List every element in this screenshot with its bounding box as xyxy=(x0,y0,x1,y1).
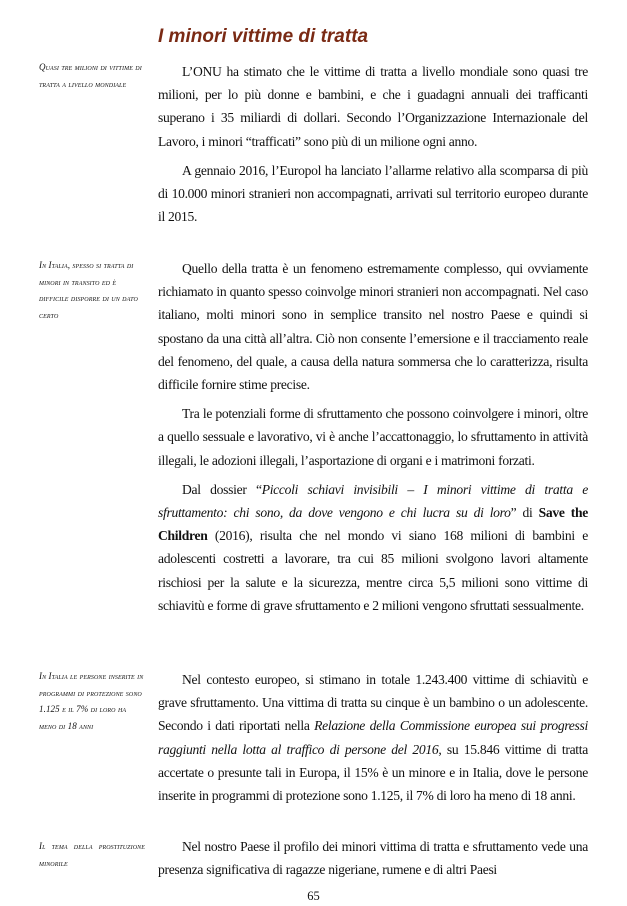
paragraph-3: Quello della tratta è un fenomeno estremamente complesso, qui ovviamente richiamato in quanto spesso coinvolge minori stranieri non accompagnati. Nel caso italiano, molti minori sono in semplice transito nel nostro Paese e quindi si spostano da una città all’altra. Ciò non consente l’emersione e il tracciamento reale del fenomeno, del quale, a causa della natura sommersa che lo caratterizza, risulta difficile fornire stime precise. xyxy=(158,261,588,393)
p5-text-before: Dal dossier “ xyxy=(182,481,262,497)
page-title: I minori vittime di tratta xyxy=(158,26,369,47)
paragraph-block-1 xyxy=(158,60,588,228)
p5-text-middle: ” di xyxy=(510,505,539,521)
paragraph-2: A gennaio 2016, l’Europol ha lanciato l’allarme relativo alla scomparsa di più di 10.000 minori stranieri non accompagnati, arrivati sul territorio europeo durante il 2015. xyxy=(158,162,588,225)
p6-text-after: , su 15.846 vittime di tratta accertate o presunte tali in Europa, il 15% è un minore e in Italia, dove le persone inserite in programmi di protezione sono 1.125, il 7% di loro ha meno di 18 anni. xyxy=(158,741,588,804)
paragraph-block-2 xyxy=(158,257,588,617)
sidenote-2: In Italia, spesso si tratta di minori in transito ed è difficile disporre di un dato certo xyxy=(39,260,138,320)
sidenote-3: In Italia le persone inserite in programmi di protezione sono 1.125 e il 7% di loro ha meno di 18 anni xyxy=(39,671,144,731)
paragraph-4: Tra le potenziali forme di sfruttamento che possono coinvolgere i minori, oltre a quello sessuale e lavorativo, vi è anche l’accattonaggio, lo sfruttamento in attività illegali, le adozioni illegali, l’asportazione di organi e i matrimoni forzati. xyxy=(158,406,588,468)
paragraph-block-4 xyxy=(158,835,588,881)
report-title: Relazione della Commissione europea sui progressi raggiunti nella lotta al traffico di persone del 2016 xyxy=(158,718,588,757)
paragraph-7: Nel nostro Paese il profilo dei minori vittima di tratta e sfruttamento vede una presenza significativa di ragazze nigeriane, rumene e di altri Paesi xyxy=(158,839,588,878)
p6-text-before: Nel contesto europeo, si stimano in totale 1.243.400 vittime di schiavitù e grave sfruttamento. Una vittima di tratta su cinque è un bambino o un adolescente. Secondo i dati riportati nella xyxy=(158,672,588,734)
paragraph-block-3 xyxy=(158,668,588,807)
p5-text-after: (2016), risulta che nel mondo vi siano 168 milioni di bambini e adolescenti costretti a lavorare, tra cui 85 milioni svolgono lavori altamente rischiosi per la salute e la sicurezza, mentre circa 5,5 milioni sono vittime di schiavitù e forme di grave sfruttamento e 2 milioni vengono sfruttati sessualmente. xyxy=(158,528,588,613)
paragraph-5 xyxy=(158,478,588,617)
paragraph-1: L’ONU ha stimato che le vittime di tratta a livello mondiale sono quasi tre milioni, per lo più donne e bambini, e che i guadagni annuali dei trafficanti superano i 35 miliardi di dollari. Secondo l’Organizzazione Internazionale del Lavoro, i minori “trafficati” sono più di un milione ogni anno. xyxy=(158,64,588,149)
dossier-title: Piccoli schiavi invisibili – I minori vittime di tratta e sfruttamento: chi sono, da dove vengono e chi lucra su di loro xyxy=(158,481,588,521)
page-number: 65 xyxy=(307,889,320,903)
save-the-children: Save the Children xyxy=(158,505,589,544)
paragraph-6 xyxy=(158,668,588,807)
sidenote-1: Quasi tre milioni di vittime di tratta a livello mondiale xyxy=(39,62,142,89)
sidenote-4: Il tema della prostituzione minorile xyxy=(39,841,145,868)
